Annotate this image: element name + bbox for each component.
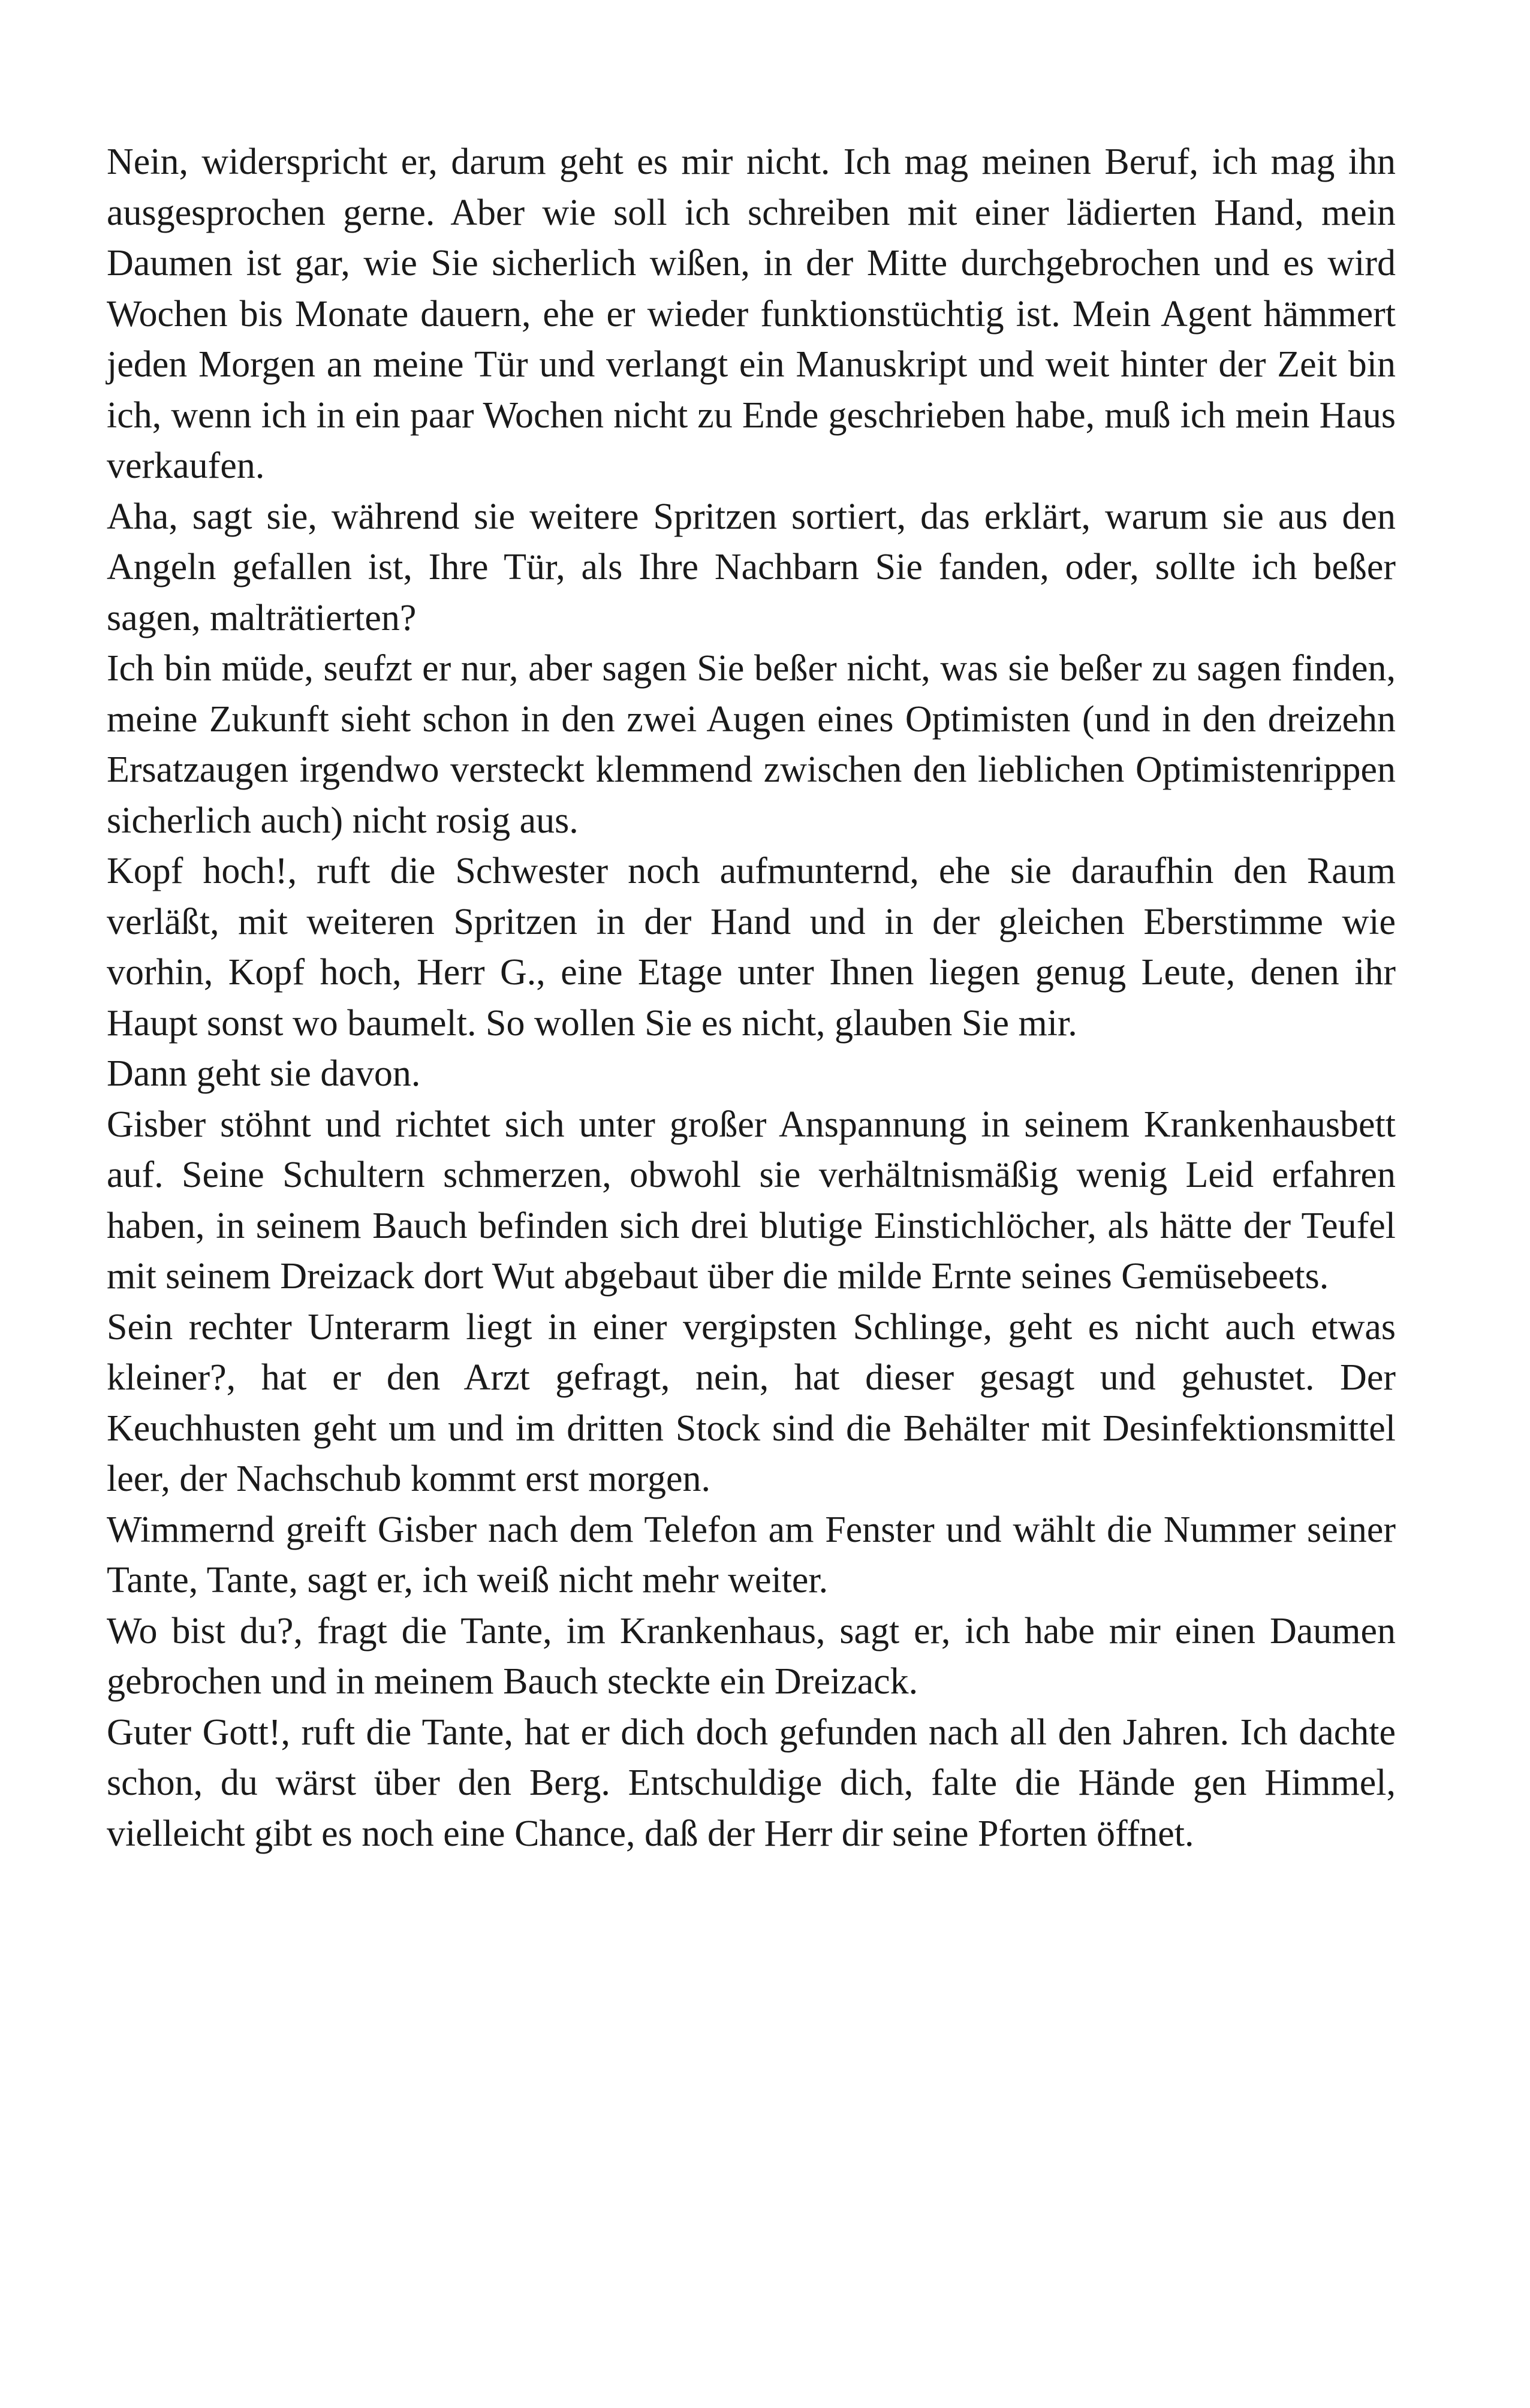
document-page	[107, 137, 1396, 1859]
paragraph-4: Kopf hoch!, ruft die Schwester noch aufmunternd, ehe sie daraufhin den Raum verläßt, mit weiteren Spritzen in der Hand und in der gleichen Eberstimme wie vorhin, Kopf hoch, Herr G., eine Etage unter Ihnen liegen genug Leute, denen ihr Haupt sonst wo baumelt. So wollen Sie es nicht, glauben Sie mir.	[107, 851, 1396, 1044]
paragraph-10: Guter Gott!, ruft die Tante, hat er dich doch gefunden nach all den Jahren. Ich dachte schon, du wärst über den Berg. Entschuldige dich, falte die Hände gen Himmel, vielleicht gibt es noch eine Chance, daß der Herr dir seine Pforten öffnet.	[107, 1711, 1396, 1854]
paragraph-8: Wimmernd greift Gisber nach dem Telefon am Fenster und wählt die Nummer seiner Tante, Tante, sagt er, ich weiß nicht mehr weiter.	[107, 1509, 1396, 1601]
paragraph-1: Nein, widerspricht er, darum geht es mir nicht. Ich mag meinen Beruf, ich mag ihn ausgesprochen gerne. Aber wie soll ich schreiben mit einer lädierten Hand, mein Daumen ist gar, wie Sie sicherlich wißen, in der Mitte durchgebrochen und es wird Wochen bis Monate dauern, ehe er wieder funktionstüchtig ist. Mein Agent hämmert jeden Morgen an meine Tür und verlangt ein Manuskript und weit hinter der Zeit bin ich, wenn ich in ein paar Wochen nicht zu Ende geschrieben habe, muß ich mein Haus verkaufen.	[107, 141, 1396, 486]
paragraph-2: Aha, sagt sie, während sie weitere Spritzen sortiert, das erklärt, warum sie aus den Angeln gefallen ist, Ihre Tür, als Ihre Nachbarn Sie fanden, oder, sollte ich beßer sagen, malträtierten?	[107, 496, 1396, 638]
paragraph-5: Dann geht sie davon.	[107, 1053, 421, 1094]
paragraph-6: Gisber stöhnt und richtet sich unter großer Anspannung in seinem Krankenhausbett auf. Seine Schultern schmerzen, obwohl sie verhältnismäßig wenig Leid erfahren haben, in seinem Bauch befinden sich drei blutige Einstichlöcher, als hätte der Teufel mit seinem Dreizack dort Wut abgebaut über die milde Ernte seines Gemüsebeets.	[107, 1104, 1396, 1297]
paragraph-9: Wo bist du?, fragt die Tante, im Krankenhaus, sagt er, ich habe mir einen Daumen gebrochen und in meinem Bauch steckte ein Dreizack.	[107, 1610, 1396, 1702]
paragraph-7: Sein rechter Unterarm liegt in einer vergipsten Schlinge, geht es nicht auch etwas kleiner?, hat er den Arzt gefragt, nein, hat dieser gesagt und gehustet. Der Keuchhusten geht um und im dritten Stock sind die Behälter mit Desinfektionsmittel leer, der Nachschub kommt erst morgen.	[107, 1306, 1396, 1499]
paragraph-3: Ich bin müde, seufzt er nur, aber sagen Sie beßer nicht, was sie beßer zu sagen finden, meine Zukunft sieht schon in den zwei Augen eines Optimisten (und in den dreizehn Ersatzaugen irgendwo versteckt klemmend zwischen den lieblichen Optimistenrippen sicherlich auch) nicht rosig aus.	[107, 648, 1396, 841]
